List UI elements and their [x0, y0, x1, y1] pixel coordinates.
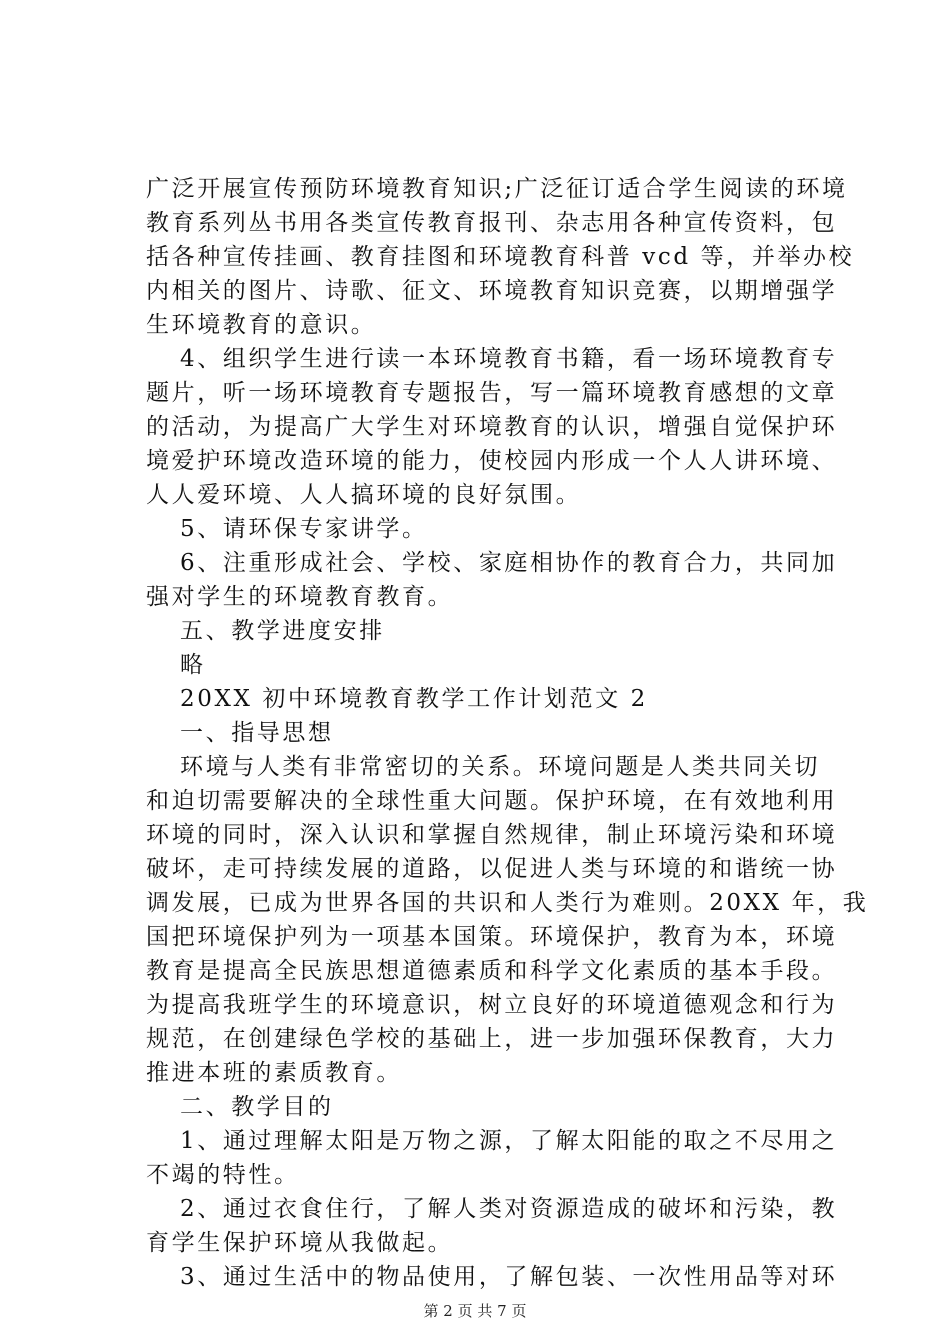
body-line: 的活动，为提高广大学生对环境教育的认识，增强自觉保护环: [146, 414, 838, 440]
body-line: 5、请环保专家讲学。: [180, 516, 428, 542]
body-line: 育学生保护环境从我做起。: [146, 1230, 454, 1256]
section-heading: 二、教学目的: [180, 1094, 334, 1120]
body-line: 括各种宣传挂画、教育挂图和环境教育科普 vcd 等，并举办校: [146, 244, 855, 270]
body-line: 环境与人类有非常密切的关系。环境问题是人类共同关切: [180, 754, 820, 780]
body-line: 强对学生的环境教育教育。: [146, 584, 454, 610]
body-line: 规范，在创建绿色学校的基础上，进一步加强环保教育，大力: [146, 1026, 838, 1052]
section-heading: 五、教学进度安排: [180, 618, 385, 644]
body-line: 不竭的特性。: [146, 1162, 300, 1188]
body-line: 和迫切需要解决的全球性重大问题。保护环境，在有效地利用: [146, 788, 838, 814]
body-line: 人人爱环境、人人搞环境的良好氛围。: [146, 482, 582, 508]
body-line: 为提高我班学生的环境意识，树立良好的环境道德观念和行为: [146, 992, 838, 1018]
page-number-footer: 第 2 页 共 7 页: [423, 1302, 527, 1320]
document-title: 20XX 初中环境教育教学工作计划范文 2: [180, 686, 648, 712]
body-line: 破坏，走可持续发展的道路，以促进人类与环境的和谐统一协: [146, 856, 838, 882]
body-line: 教育系列丛书用各类宣传教育报刊、杂志用各种宣传资料，包: [146, 210, 838, 236]
body-line: 广泛开展宣传预防环境教育知识;广泛征订适合学生阅读的环境: [146, 176, 848, 202]
body-line: 国把环境保护列为一项基本国策。环境保护，教育为本，环境: [146, 924, 838, 950]
body-line: 题片，听一场环境教育专题报告，写一篇环境教育感想的文章: [146, 380, 838, 406]
body-line: 内相关的图片、诗歌、征文、环境教育知识竞赛，以期增强学: [146, 278, 838, 304]
body-line: 境爱护环境改造环境的能力，使校园内形成一个人人讲环境、: [146, 448, 838, 474]
body-line: 调发展，已成为世界各国的共识和人类行为难则。20XX 年，我: [146, 890, 869, 916]
body-line: 6、注重形成社会、学校、家庭相协作的教育合力，共同加: [180, 550, 838, 576]
section-heading: 一、指导思想: [180, 720, 334, 746]
body-line: 1、通过理解太阳是万物之源，了解太阳能的取之不尽用之: [180, 1128, 838, 1154]
body-line: 环境的同时，深入认识和掌握自然规律，制止环境污染和环境: [146, 822, 838, 848]
body-line: 2、通过衣食住行，了解人类对资源造成的破坏和污染，教: [180, 1196, 838, 1222]
body-line: 生环境教育的意识。: [146, 312, 377, 338]
body-line: 3、通过生活中的物品使用，了解包装、一次性用品等对环: [180, 1264, 838, 1290]
body-line: 推进本班的素质教育。: [146, 1060, 402, 1086]
body-line: 教育是提高全民族思想道德素质和科学文化素质的基本手段。: [146, 958, 838, 984]
body-line: 略: [180, 652, 206, 678]
body-line: 4、组织学生进行读一本环境教育书籍，看一场环境教育专: [180, 346, 838, 372]
